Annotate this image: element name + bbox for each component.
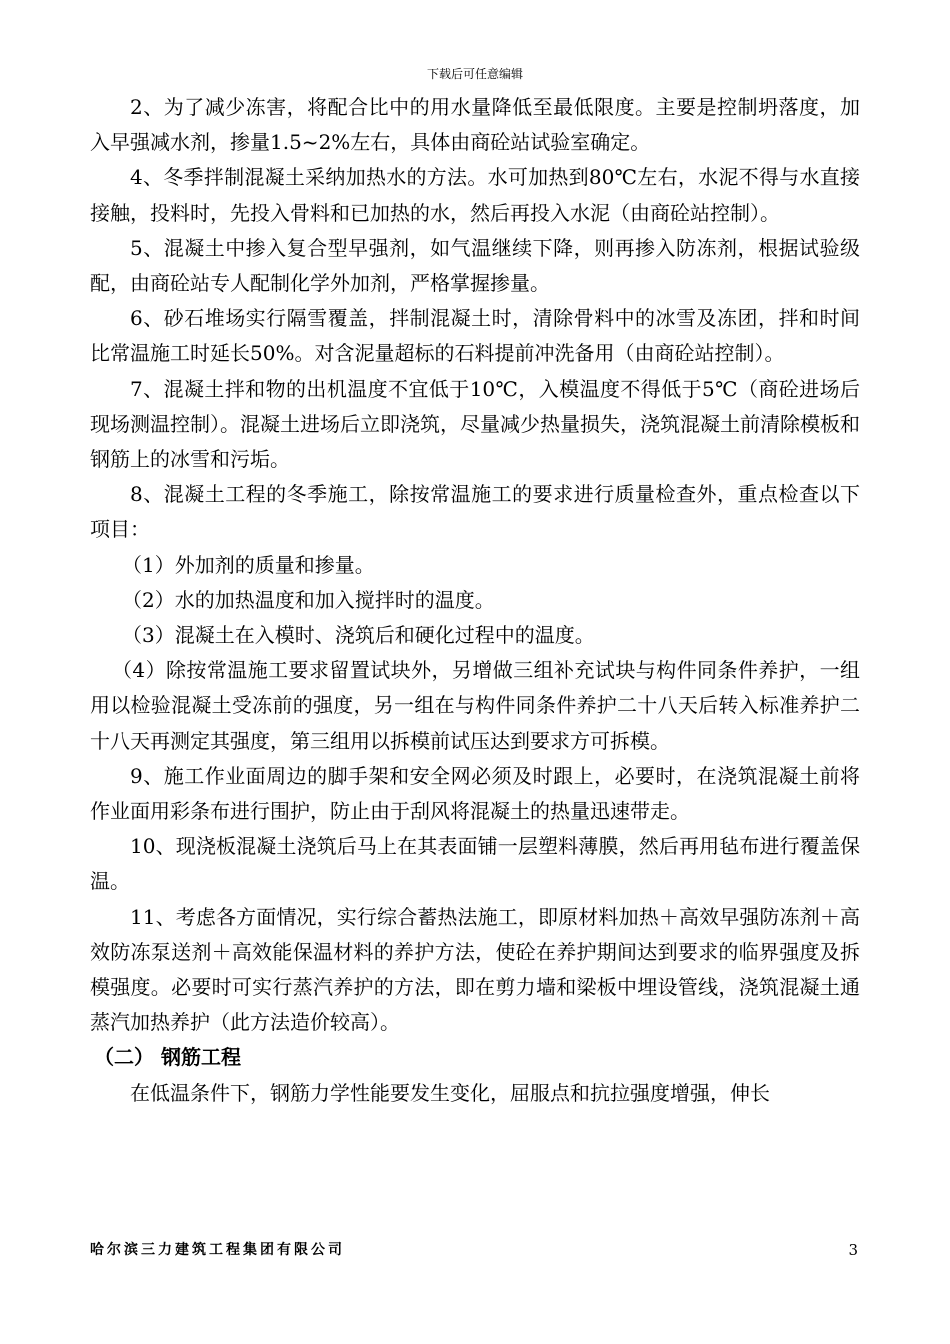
paragraph-8: 8、混凝土工程的冬季施工，除按常温施工的要求进行质量检查外，重点检查以下项目： — [90, 482, 860, 542]
footer-company: 哈尔滨三力建筑工程集团有限公司 — [90, 1242, 345, 1258]
page-header: 下载后可任意编辑 — [426, 67, 523, 81]
check-item-3: （3）混凝土在入模时、浇筑后和硬化过程中的温度。 — [122, 623, 595, 648]
paragraph-10: 10、现浇板混凝土浇筑后马上在其表面铺一层塑料薄膜，然后再用毡布进行覆盖保温。 — [90, 834, 860, 894]
paragraph-9: 9、施工作业面周边的脚手架和安全网必须及时跟上，必要时，在浇筑混凝土前将作业面用彩条布进行围护，防止由于刮风将混凝土的热量迅速带走。 — [90, 763, 860, 824]
check-item-4-text: （4）除按常温施工要求留置试块外，另增做三组补充试块与构件同条件养护，一组用以检验混凝土受冻前的强度，另一组在与构件同条件养护二十八天后转入标准养护二十八天再测定其强度，第三组用以拆模前试压达到要求方可拆模。 — [90, 658, 860, 753]
paragraph-2: 2、为了减少冻害，将配合比中的用水量降低至最低限度。主要是控制坍落度，加入早强减水剂，掺量1.5~2%左右，具体由商砼站试验室确定。 — [90, 95, 860, 155]
paragraph-4: 4、冬季拌制混凝土采纳加热水的方法。水可加热到80℃左右，水泥不得与水直接接触，投料时，先投入骨料和已加热的水，然后再投入水泥（由商砼站控制）。 — [90, 165, 860, 225]
paragraph-6: 6、砂石堆场实行隔雪覆盖，拌制混凝土时，清除骨料中的冰雪及冻团，拌和时间比常温施工时延长50%。对含泥量超标的石料提前冲洗备用（由商砼站控制）。 — [90, 306, 860, 366]
check-item-1: （1）外加剂的质量和掺量。 — [122, 552, 375, 577]
page-number: 3 — [848, 1241, 858, 1259]
paragraph-5: 5、混凝土中掺入复合型早强剂，如气温继续下降，则再掺入防冻剂，根据试验级配，由商砼站专人配制化学外加剂，严格掌握掺量。 — [90, 235, 860, 296]
check-item-4 — [90, 653, 860, 759]
section-intro: 在低温条件下，钢筋力学性能要发生变化，屈服点和抗拉强度增强，伸长 — [130, 1080, 770, 1105]
check-item-2: （2）水的加热温度和加入搅拌时的温度。 — [122, 587, 495, 612]
document-body — [90, 90, 860, 1111]
section-title: （二） 钢筋工程 — [94, 1045, 241, 1070]
paragraph-7: 7、混凝土拌和物的出机温度不宜低于10℃，入模温度不得低于5℃（商砼进场后现场测温控制）。混凝土进场后立即浇筑，尽量减少热量损失，浇筑混凝土前清除模板和钢筋上的冰雪和污垢。 — [90, 376, 860, 472]
paragraph-11: 11、考虑各方面情况，实行综合蓄热法施工，即原材料加热＋高效早强防冻剂＋高效防冻泵送剂＋高效能保温材料的养护方法，使砼在养护期间达到要求的临界强度及拆模强度。必要时可实行蒸汽养护的方法，即在剪力墙和梁板中埋设管线，浇筑混凝土通蒸汽加热养护（此方法造价较高）。 — [90, 904, 860, 1035]
